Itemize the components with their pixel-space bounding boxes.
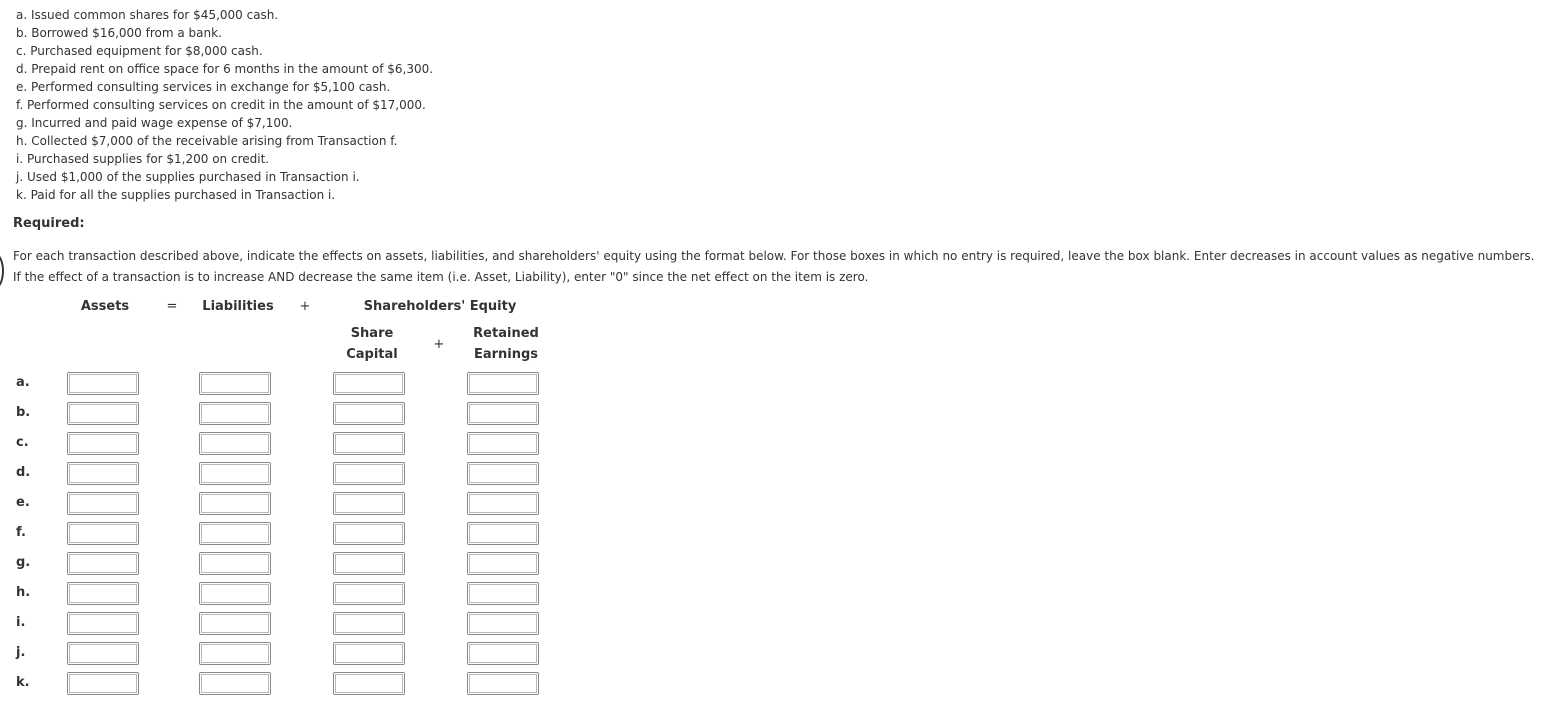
share-capital-input[interactable] (335, 554, 403, 573)
assets-input[interactable] (69, 644, 137, 663)
share-capital-input[interactable] (335, 494, 403, 513)
share-capital-input[interactable] (335, 464, 403, 483)
liabilities-input-cell (199, 372, 271, 395)
liabilities-input-cell (199, 522, 271, 545)
share-capital-header-line1: Share (350, 326, 394, 341)
retained-earnings-input[interactable] (469, 494, 537, 513)
equity-header: Shareholders' Equity (363, 299, 517, 314)
share-capital-input[interactable] (335, 434, 403, 453)
assets-input[interactable] (69, 554, 137, 573)
transaction-item: i. Purchased supplies for $1,200 on credit. (16, 152, 270, 166)
assets-input[interactable] (69, 374, 137, 393)
retained-earnings-input[interactable] (469, 524, 537, 543)
share-capital-input[interactable] (335, 404, 403, 423)
assets-input-cell (67, 582, 139, 605)
retained-earnings-input[interactable] (469, 404, 537, 423)
assets-input[interactable] (69, 674, 137, 693)
retained-earnings-input-cell (467, 402, 539, 425)
row-label: j. (16, 645, 26, 660)
assets-input-cell (67, 642, 139, 665)
liabilities-input-cell (199, 582, 271, 605)
row-label: h. (16, 585, 31, 600)
liabilities-input[interactable] (201, 464, 269, 483)
transaction-item: j. Used $1,000 of the supplies purchased in Transaction i. (16, 170, 360, 184)
question-marker (0, 253, 4, 289)
retained-earnings-header-line1: Retained (473, 326, 539, 341)
retained-earnings-input[interactable] (469, 374, 537, 393)
assets-input[interactable] (69, 584, 137, 603)
transaction-item: c. Purchased equipment for $8,000 cash. (16, 44, 263, 58)
share-capital-header-line2: Capital (346, 347, 398, 362)
row-label: f. (16, 525, 26, 540)
liabilities-input[interactable] (201, 434, 269, 453)
assets-input-cell (67, 432, 139, 455)
share-capital-input[interactable] (335, 674, 403, 693)
assets-input[interactable] (69, 494, 137, 513)
liabilities-input-cell (199, 462, 271, 485)
liabilities-input[interactable] (201, 494, 269, 513)
row-label: g. (16, 555, 31, 570)
liabilities-input[interactable] (201, 554, 269, 573)
row-label: d. (16, 465, 31, 480)
retained-earnings-input-cell (467, 672, 539, 695)
share-capital-input-cell (333, 402, 405, 425)
share-capital-input[interactable] (335, 374, 403, 393)
liabilities-input[interactable] (201, 524, 269, 543)
transaction-item: g. Incurred and paid wage expense of $7,100. (16, 116, 293, 130)
retained-earnings-input[interactable] (469, 584, 537, 603)
retained-earnings-input-cell (467, 372, 539, 395)
retained-earnings-input[interactable] (469, 464, 537, 483)
retained-earnings-input-cell (467, 642, 539, 665)
liabilities-input[interactable] (201, 644, 269, 663)
share-capital-input-cell (333, 522, 405, 545)
share-capital-input-cell (333, 672, 405, 695)
retained-earnings-input-cell (467, 612, 539, 635)
assets-input[interactable] (69, 614, 137, 633)
transaction-item: b. Borrowed $16,000 from a bank. (16, 26, 222, 40)
assets-input-cell (67, 672, 139, 695)
row-label: c. (16, 435, 29, 450)
retained-earnings-input[interactable] (469, 674, 537, 693)
retained-earnings-input-cell (467, 432, 539, 455)
retained-earnings-input[interactable] (469, 434, 537, 453)
share-capital-input-cell (333, 552, 405, 575)
share-capital-input-cell (333, 372, 405, 395)
assets-input-cell (67, 492, 139, 515)
liabilities-input[interactable] (201, 674, 269, 693)
instructions-line: If the effect of a transaction is to increase AND decrease the same item (i.e. Asset, Liability), enter "0" since the net effect on the item is zero. (13, 270, 869, 284)
retained-earnings-input-cell (467, 582, 539, 605)
retained-earnings-input[interactable] (469, 614, 537, 633)
share-capital-input-cell (333, 612, 405, 635)
liabilities-input[interactable] (201, 374, 269, 393)
transaction-item: h. Collected $7,000 of the receivable arising from Transaction f. (16, 134, 398, 148)
assets-input[interactable] (69, 524, 137, 543)
retained-earnings-input-cell (467, 492, 539, 515)
liabilities-input-cell (199, 432, 271, 455)
row-label: a. (16, 375, 30, 390)
plus-sign: + (299, 299, 311, 314)
instructions-line: For each transaction described above, indicate the effects on assets, liabilities, and shareholders' equity using the format below. For those boxes in which no entry is required, leave the box blank. Enter decreases in account values as negative numbers. (13, 249, 1535, 263)
transaction-list (16, 6, 433, 204)
assets-input-cell (67, 372, 139, 395)
transaction-item: d. Prepaid rent on office space for 6 months in the amount of $6,300. (16, 62, 434, 76)
liabilities-header: Liabilities (202, 299, 274, 314)
assets-input-cell (67, 402, 139, 425)
share-capital-input[interactable] (335, 644, 403, 663)
retained-earnings-input-cell (467, 462, 539, 485)
liabilities-input[interactable] (201, 614, 269, 633)
transaction-item: f. Performed consulting services on credit in the amount of $17,000. (16, 98, 426, 112)
liabilities-input-cell (199, 672, 271, 695)
assets-header: Assets (80, 299, 130, 314)
instructions (13, 246, 1543, 288)
retained-earnings-input-cell (467, 522, 539, 545)
row-label: k. (16, 675, 30, 690)
required-heading: Required: (13, 216, 85, 231)
transaction-item: a. Issued common shares for $45,000 cash. (16, 8, 279, 22)
share-capital-input[interactable] (335, 614, 403, 633)
assets-input-cell (67, 462, 139, 485)
liabilities-input[interactable] (201, 404, 269, 423)
retained-earnings-input-cell (467, 552, 539, 575)
inner-plus-sign: + (433, 337, 445, 352)
share-capital-input[interactable] (335, 584, 403, 603)
assets-input[interactable] (69, 404, 137, 423)
liabilities-input-cell (199, 402, 271, 425)
share-capital-input[interactable] (335, 524, 403, 543)
assets-input-cell (67, 552, 139, 575)
assets-input[interactable] (69, 464, 137, 483)
assets-input-cell (67, 522, 139, 545)
share-capital-input-cell (333, 492, 405, 515)
assets-input[interactable] (69, 434, 137, 453)
retained-earnings-header-line2: Earnings (473, 347, 539, 362)
share-capital-input-cell (333, 462, 405, 485)
assets-input-cell (67, 612, 139, 635)
share-capital-input-cell (333, 642, 405, 665)
transaction-item: k. Paid for all the supplies purchased in Transaction i. (16, 188, 336, 202)
share-capital-input-cell (333, 432, 405, 455)
liabilities-input[interactable] (201, 584, 269, 603)
liabilities-input-cell (199, 552, 271, 575)
row-label: e. (16, 495, 30, 510)
share-capital-input-cell (333, 582, 405, 605)
retained-earnings-input[interactable] (469, 554, 537, 573)
liabilities-input-cell (199, 612, 271, 635)
liabilities-input-cell (199, 642, 271, 665)
equals-sign: = (166, 299, 178, 314)
liabilities-input-cell (199, 492, 271, 515)
transaction-item: e. Performed consulting services in exchange for $5,100 cash. (16, 80, 391, 94)
row-label: i. (16, 615, 26, 630)
retained-earnings-input[interactable] (469, 644, 537, 663)
row-label: b. (16, 405, 31, 420)
